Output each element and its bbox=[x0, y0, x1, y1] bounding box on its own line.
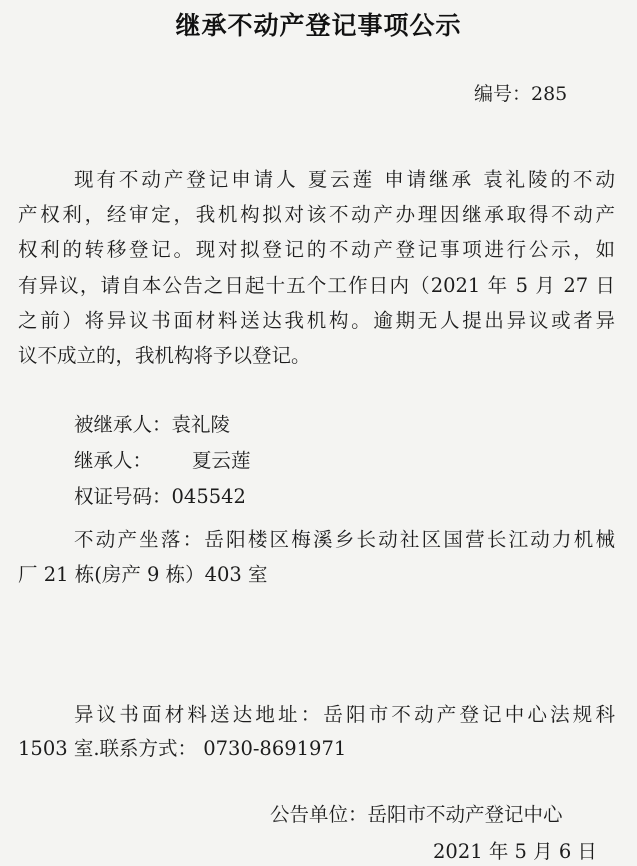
body-line: 议不成立的，我机构将予以登记。 bbox=[18, 344, 311, 367]
certificate-label: 权证号码： bbox=[74, 485, 172, 508]
heir-row bbox=[74, 451, 251, 471]
heir-label: 继承人： bbox=[74, 449, 153, 472]
certificate-value: 045542 bbox=[171, 485, 246, 508]
notice-title: 继承不动产登记事项公示 bbox=[175, 11, 462, 40]
heir-value: 夏云莲 bbox=[192, 449, 251, 472]
issuer: 公告单位：岳阳市不动产登记中心 bbox=[270, 803, 563, 826]
objection-address-line: 异议书面材料送达地址：岳阳市不动产登记中心法规科 bbox=[74, 703, 615, 726]
decedent-label: 被继承人： bbox=[74, 413, 172, 436]
location-line: 厂 21 栋(房产 9 栋）403 室 bbox=[18, 563, 268, 586]
body-line: 之前）将异议书面材料送达我机构。逾期无人提出异议或者异 bbox=[18, 309, 615, 332]
body-line: 有异议，请自本公告之日起十五个工作日内（2021 年 5 月 27 日 bbox=[18, 274, 615, 297]
location-line: 不动产坐落：岳阳楼区梅溪乡长动社区国营长江动力机械 bbox=[74, 528, 615, 551]
body-line: 产权利，经审定，我机构拟对该不动产办理因继承取得不动产 bbox=[18, 203, 615, 226]
decedent-value: 袁礼陵 bbox=[171, 413, 231, 436]
body-line: 权利的转移登记。现对拟登记的不动产登记事项进行公示，如 bbox=[18, 238, 615, 261]
notice-number: 编号：285 bbox=[474, 83, 568, 105]
body-line: 现有不动产登记申请人 夏云莲 申请继承 袁礼陵的不动 bbox=[74, 168, 615, 191]
issue-date: 2021 年 5 月 6 日 bbox=[433, 840, 597, 863]
certificate-row bbox=[74, 487, 246, 507]
decedent-row bbox=[74, 415, 230, 435]
objection-contact-line: 1503 室.联系方式： 0730-8691971 bbox=[18, 737, 347, 760]
